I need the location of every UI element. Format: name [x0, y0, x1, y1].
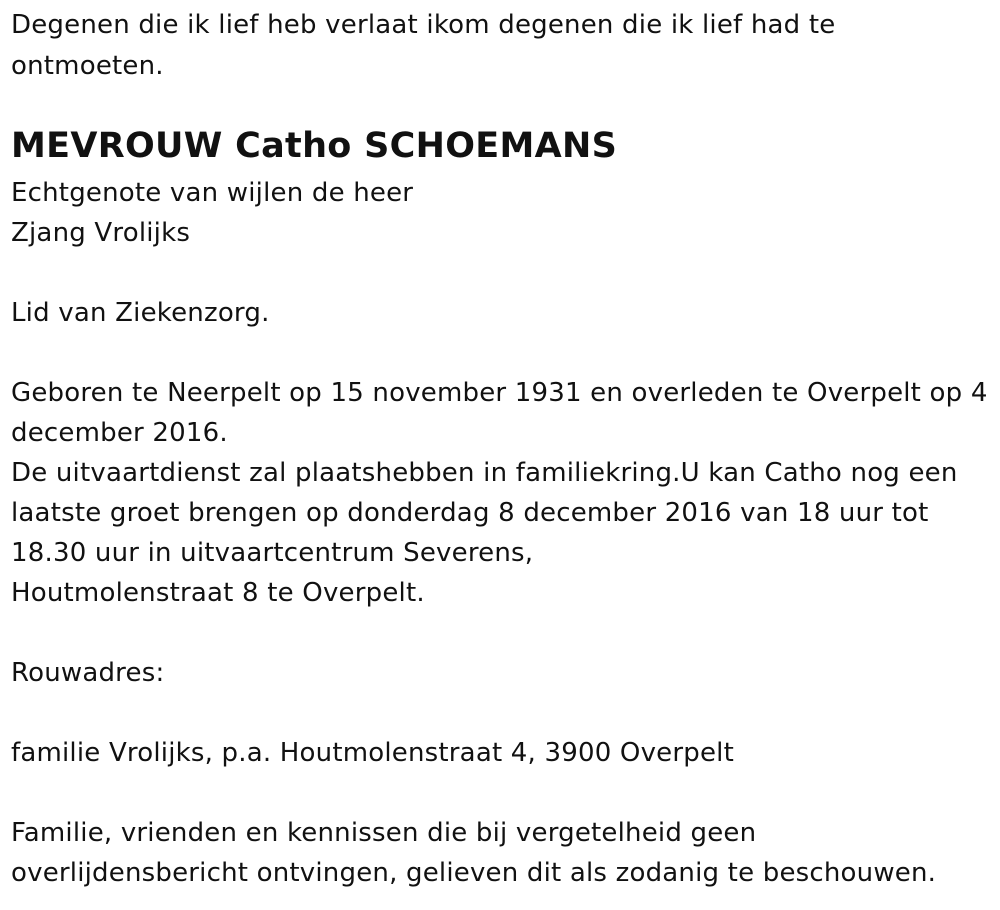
closing-line-1: Familie, vrienden en kennissen die bij vergetelheid geen — [11, 818, 757, 848]
spouse-line-2: Zjang Vrolijks — [11, 218, 191, 248]
service-line-2: laatste groet brengen op donderdag 8 december 2016 van 18 uur tot — [11, 498, 929, 528]
service-line-1: De uitvaartdienst zal plaatshebben in familiekring.U kan Catho nog een — [11, 458, 958, 488]
quote-line-1: Degenen die ik lief heb verlaat ikom degenen die ik lief had te — [11, 10, 836, 40]
closing-line-2: overlijdensbericht ontvingen, gelieven dit als zodanig te beschouwen. — [11, 858, 937, 888]
birth-death-line-2: december 2016. — [11, 418, 228, 448]
birth-death-line-1: Geboren te Neerpelt op 15 november 1931 en overleden te Overpelt op 4 — [11, 378, 988, 408]
mourning-address-label: Rouwadres: — [11, 658, 165, 688]
membership-line: Lid van Ziekenzorg. — [11, 298, 270, 328]
service-line-4: Houtmolenstraat 8 te Overpelt. — [11, 578, 425, 608]
deceased-name: MEVROUW Catho SCHOEMANS — [11, 126, 618, 166]
spouse-line-1: Echtgenote van wijlen de heer — [11, 178, 414, 208]
service-line-3: 18.30 uur in uitvaartcentrum Severens, — [11, 538, 534, 568]
mourning-address: familie Vrolijks, p.a. Houtmolenstraat 4, 3900 Overpelt — [11, 738, 734, 768]
quote-line-2: ontmoeten. — [11, 51, 164, 81]
